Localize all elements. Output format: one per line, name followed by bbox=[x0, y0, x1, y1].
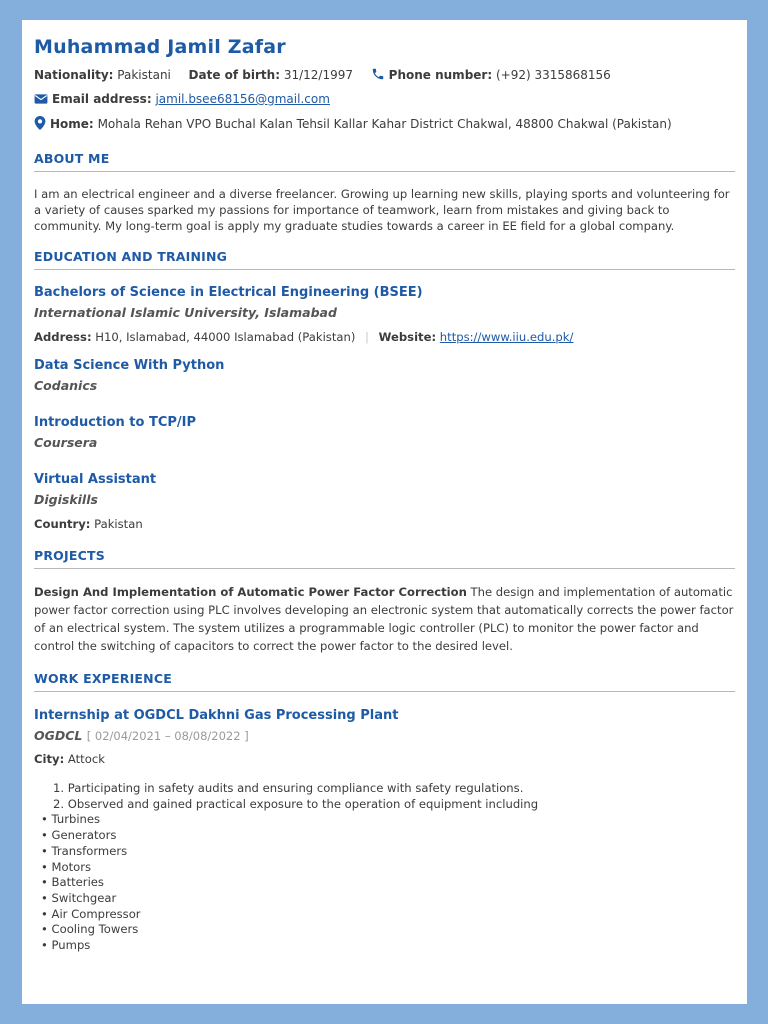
education-org-coursera: Coursera bbox=[34, 435, 98, 450]
education-title-bsee: Bachelors of Science in Electrical Engineering (BSEE) bbox=[34, 285, 423, 300]
cv-page bbox=[22, 20, 747, 1004]
envelope-icon bbox=[34, 93, 48, 108]
section-projects-title: PROJECTS bbox=[34, 548, 735, 569]
list-item: • Turbines bbox=[41, 812, 101, 827]
list-item: • Air Compressor bbox=[41, 906, 141, 921]
email-line bbox=[34, 92, 330, 108]
separator: | bbox=[365, 330, 369, 344]
job-duties-list bbox=[41, 781, 539, 954]
city-label: City: bbox=[34, 752, 65, 766]
section-work-title: WORK EXPERIENCE bbox=[34, 671, 735, 692]
job-dates: [ 02/04/2021 – 08/08/2022 ] bbox=[86, 729, 249, 743]
website-link[interactable]: https://www.iiu.edu.pk/ bbox=[439, 330, 574, 344]
project-title: Design And Implementation of Automatic Power Factor Correction bbox=[34, 585, 467, 599]
address-value: H10, Islamabad, 44000 Islamabad (Pakistan) bbox=[95, 330, 356, 344]
country-label: Country: bbox=[34, 517, 91, 531]
dob-value: 31/12/1997 bbox=[283, 68, 353, 82]
section-about-title: ABOUT ME bbox=[34, 151, 735, 172]
list-item: • Switchgear bbox=[41, 890, 117, 905]
email-label: Email address: bbox=[52, 92, 152, 106]
personal-info-line bbox=[34, 67, 611, 84]
education-meta-iiu bbox=[34, 330, 573, 344]
education-title-tcpip: Introduction to TCP/IP bbox=[34, 415, 197, 430]
education-org-codanics: Codanics bbox=[34, 378, 98, 393]
phone-value: (+92) 3315868156 bbox=[495, 68, 611, 82]
education-org-digiskills: Digiskills bbox=[34, 492, 98, 507]
phone-label: Phone number: bbox=[388, 68, 493, 82]
job-city bbox=[34, 752, 105, 766]
education-org-iiu: International Islamic University, Islamabad bbox=[34, 305, 337, 320]
list-item: • Cooling Towers bbox=[41, 922, 139, 937]
phone-icon bbox=[371, 67, 385, 84]
job-org bbox=[34, 728, 249, 743]
list-item: • Generators bbox=[41, 828, 117, 843]
location-pin-icon bbox=[34, 116, 46, 133]
home-label: Home: bbox=[50, 117, 94, 131]
country-value: Pakistan bbox=[94, 517, 143, 531]
education-title-data-science: Data Science With Python bbox=[34, 358, 225, 373]
project-text bbox=[34, 583, 737, 655]
home-value: Mohala Rehan VPO Buchal Kalan Tehsil Kallar Kahar District Chakwal, 48800 Chakwal (Pakistan) bbox=[97, 117, 672, 131]
list-item: 2. Observed and gained practical exposure to the operation of equipment including bbox=[53, 796, 539, 811]
home-line bbox=[34, 116, 672, 133]
about-text: I am an electrical engineer and a diverse freelancer. Growing up learning new skills, playing sports and volunteering for a variety of causes sparked my passions for importance of teamwork, learn from mistakes and giving back to community. My long-term goal is apply my graduate studies towards a career in EE field for a global company. bbox=[34, 187, 730, 233]
list-item: • Transformers bbox=[41, 843, 128, 858]
education-title-virtual-assistant: Virtual Assistant bbox=[34, 472, 157, 487]
email-link[interactable]: jamil.bsee68156@gmail.com bbox=[155, 92, 330, 106]
list-item: • Motors bbox=[41, 859, 92, 874]
nationality-label: Nationality: bbox=[34, 68, 114, 82]
section-education-title: EDUCATION AND TRAINING bbox=[34, 249, 735, 270]
cv-name: Muhammad Jamil Zafar bbox=[34, 36, 286, 58]
address-label: Address: bbox=[34, 330, 92, 344]
city-value: Attock bbox=[67, 752, 105, 766]
website-label: Website: bbox=[378, 330, 437, 344]
list-item: 1. Participating in safety audits and ensuring compliance with safety regulations. bbox=[53, 781, 524, 795]
list-item: • Batteries bbox=[41, 875, 104, 890]
list-item: • Pumps bbox=[41, 938, 91, 953]
job-org-name: OGDCL bbox=[34, 728, 83, 743]
job-title: Internship at OGDCL Dakhni Gas Processing Plant bbox=[34, 708, 399, 723]
education-meta-country bbox=[34, 517, 143, 531]
dob-label: Date of birth: bbox=[188, 68, 280, 82]
nationality-value: Pakistani bbox=[117, 68, 171, 82]
project-description: The design and implementation of automatic power factor correction using PLC involves developing an electronic system that automatically corrects the power factor of an electrical system. The system utilizes a programmable logic controller (PLC) to monitor the power factor and control the switching of capacitors to correct the power factor to the desired level. bbox=[34, 585, 734, 653]
